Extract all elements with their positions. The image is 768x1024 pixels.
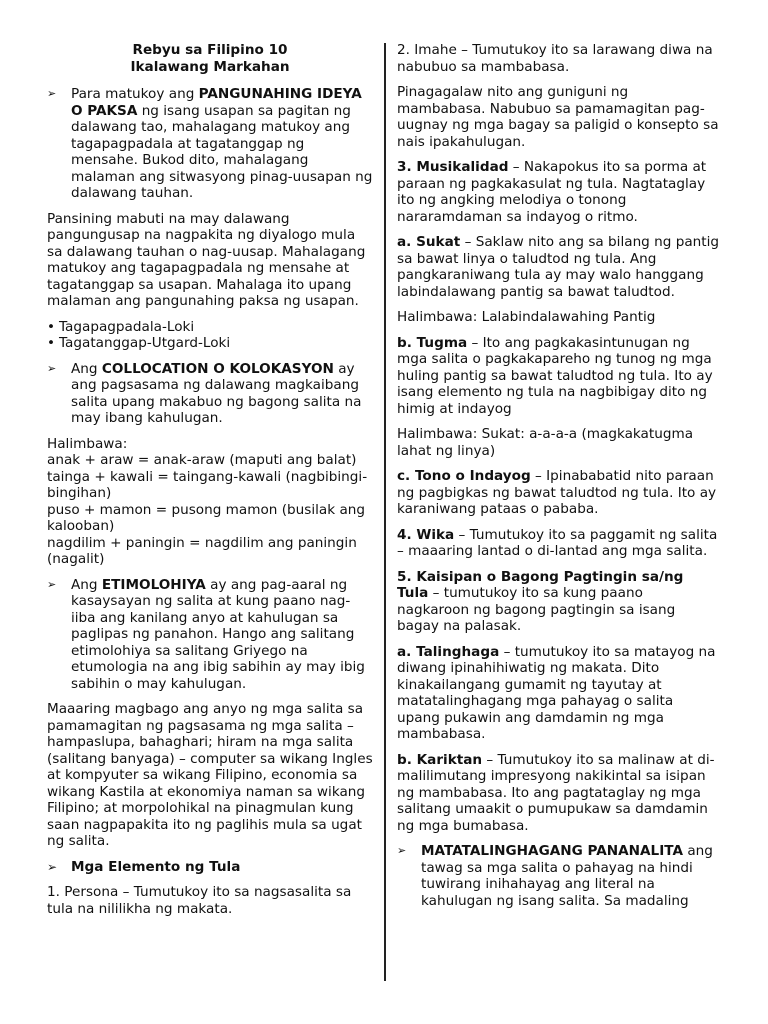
- bullet-elemento-ng-tula: [47, 859, 373, 876]
- title-line-1: Rebyu sa Filipino 10: [132, 42, 288, 58]
- bullet-matatalinghaga: ➢ MATATALINGHAGANG PANANALITA ang tawag sa mga salita o pahayag na hindi tuwirang inihahayag ang literal na kahulugan ng isang salita. Sa madaling: [397, 843, 713, 909]
- section-musikalidad: 3. Musikalidad – Nakapokus ito sa porma at paraan ng pagkakasulat ng tula. Nagtataglay ito ng angking melodiya o tonong nararamdaman sa indayog o ritmo.: [397, 159, 707, 225]
- paragraph-persona: 1. Persona – Tumutukoy ito sa nagsasalita sa tula na nililikha ng makata.: [47, 884, 352, 917]
- heading-elemento-ng-tula: Mga Elemento ng Tula: [71, 858, 241, 875]
- right-column: [397, 42, 719, 918]
- paragraph-word-forms: Maaaring magbago ang anyo ng mga salita sa pamamagitan ng pagsasama ng mga salita – hampaslupa, bahaghari; hiram na mga salita (salitang banyaga) – computer sa wikang Ingles at kompyuter sa wikang Filipino, economia sa wikang Kastila at ekonomiya naman sa wikang Filipino; at morpolohikal na pinagmulan kung saan nagpapakita ito ng paglihis mula sa ugat ng salita.: [47, 701, 373, 849]
- section-wika: 4. Wika – Tumutukoy ito sa paggamit ng salita – maaaring lantad o di-lantad ang mga salita.: [397, 526, 718, 559]
- section-talinghaga: a. Talinghaga – tumutukoy ito sa matayog na diwang ipinahihiwatig ng makata. Dito kinakailangang gumamit ng tayutay at matatalinghagang mga pahayag o salita upang pukawin ang damdamin ng mga mambabasa.: [397, 643, 716, 742]
- examples-label: Halimbawa:: [47, 435, 128, 452]
- example-sukat: Halimbawa: Lalabindalawahing Pantig: [397, 309, 656, 325]
- term-pangunahing-ideya: PANGUNAHING IDEYA O PAKSA: [71, 86, 362, 119]
- collocation-examples: [47, 436, 373, 568]
- arrow-bullet-icon: ➢: [47, 577, 57, 591]
- arrow-bullet-icon: ➢: [397, 844, 407, 857]
- arrow-bullet-icon: ➢: [47, 361, 57, 375]
- bullet-etimolohiya: ➢ Ang ETIMOLOHIYA ay ang pag-aaral ng kasaysayan ng salita at kung paano nag-iiba ang kanilang anyo at kahulugan sa paglipas ng panahon. Hango ang salitang etimolohiya sa salitang Griyego na etumologia na ang ibig sabihin ay may ibig sabihin o may kahulugan.: [47, 576, 365, 692]
- term-matatalinghaga: MATATALINGHAGANG PANANALITA: [421, 843, 683, 859]
- section-kariktan: b. Kariktan – Tumutukoy ito sa malinaw at di-malilimutang impresyong nakikintal sa isipan ng mambabasa. Ito ang pagtataglay ng mga salitang umaakit o pumupukaw sa damdamin ng mga bumabasa.: [397, 751, 715, 834]
- list-item: • Tagatanggap-Utgard-Loki: [47, 335, 231, 351]
- paragraph-guniguni: Pinagagalaw nito ang guniguni ng mambabasa. Nabubuo sa pamamagitan pag-uugnay ng mga bagay sa paligid o konsepto sa nais ipakahulugan.: [397, 84, 719, 150]
- bullet-dot-icon: •: [47, 335, 56, 351]
- bullet-pangunahing-ideya: ➢ Para matukoy ang PANGUNAHING IDEYA O PAKSA ng isang usapan sa pagitan ng dalawang tao, mahalagang matukoy ang tagapagpadala at tagatanggap ng mensahe. Bukod dito, mahalagang malaman ang sitwasyong pinag-uusapan ng dalawang tauhan.: [47, 86, 373, 201]
- document-title: [47, 42, 373, 75]
- arrow-bullet-icon: ➢: [47, 87, 57, 100]
- bullet-collocation: ➢ Ang COLLOCATION O KOLOKASYON ay ang pagsasama ng dalawang magkaibang salita upang makabuo ng bagong salita na may ibang kahulugan.: [47, 360, 362, 426]
- section-kaisipan: 5. Kaisipan o Bagong Pagtingin sa/ng Tula – tumutukoy ito sa kung paano nagkaroon ng bagong pagtingin sa isang bagay na palasak.: [397, 568, 684, 634]
- term-collocation: COLLOCATION O KOLOKASYON: [101, 360, 334, 377]
- title-line-2: Ikalawang Markahan: [130, 58, 290, 75]
- section-tugma: b. Tugma – Ito ang pagkakasintunugan ng mga salita o pagkakapareho ng tunog ng mga huling pantig sa bawat taludtod ng tula. Ito ay isang elemento ng tula na nagbibigay dito ng himig at indayog: [397, 334, 713, 417]
- paragraph-imahe: 2. Imahe – Tumutukoy ito sa larawang diwa na nabubuo sa mambabasa.: [397, 42, 713, 75]
- left-column: [47, 42, 373, 926]
- example-line: puso + mamon = pusong mamon (busilak ang kalooban): [47, 501, 366, 534]
- example-tugma: Halimbawa: Sukat: a-a-a-a (magkakatugma lahat ng linya): [397, 426, 694, 459]
- term-etimolohiya: ETIMOLOHIYA: [101, 576, 206, 593]
- column-divider: [384, 43, 386, 981]
- arrow-bullet-icon: ➢: [47, 859, 58, 874]
- example-line: nagdilim + paningin = nagdilim ang paningin (nagalit): [47, 534, 357, 567]
- sender-receiver-list: [47, 319, 373, 352]
- example-line: tainga + kawali = taingang-kawali (nagbibingi-bingihan): [47, 468, 368, 501]
- section-tono: c. Tono o Indayog – Ipinababatid nito paraan ng pagbigkas ng bawat taludtod ng tula. Ito ay karaniwang pataas o pababa.: [397, 468, 717, 517]
- paragraph-dialogue: Pansining mabuti na may dalawang pangungusap na nagpakita ng diyalogo mula sa dalawang tauhan o nag-uusap. Mahalagang matukoy ang tagapagpadala ng mensahe at tagatanggap sa usapan. Mahalaga ito upang malaman ang pangunahing paksa ng usapan.: [47, 210, 366, 309]
- section-sukat: a. Sukat – Saklaw nito ang sa bilang ng pantig sa bawat linya o taludtod ng tula. Ang pangkaraniwang tula ay may walo hanggang labindalawang pantig sa bawat taludtod.: [397, 234, 720, 300]
- list-item: • Tagapagpadala-Loki: [47, 318, 195, 335]
- example-line: anak + araw = anak-araw (maputi ang balat): [47, 452, 357, 468]
- bullet-dot-icon: •: [47, 318, 56, 335]
